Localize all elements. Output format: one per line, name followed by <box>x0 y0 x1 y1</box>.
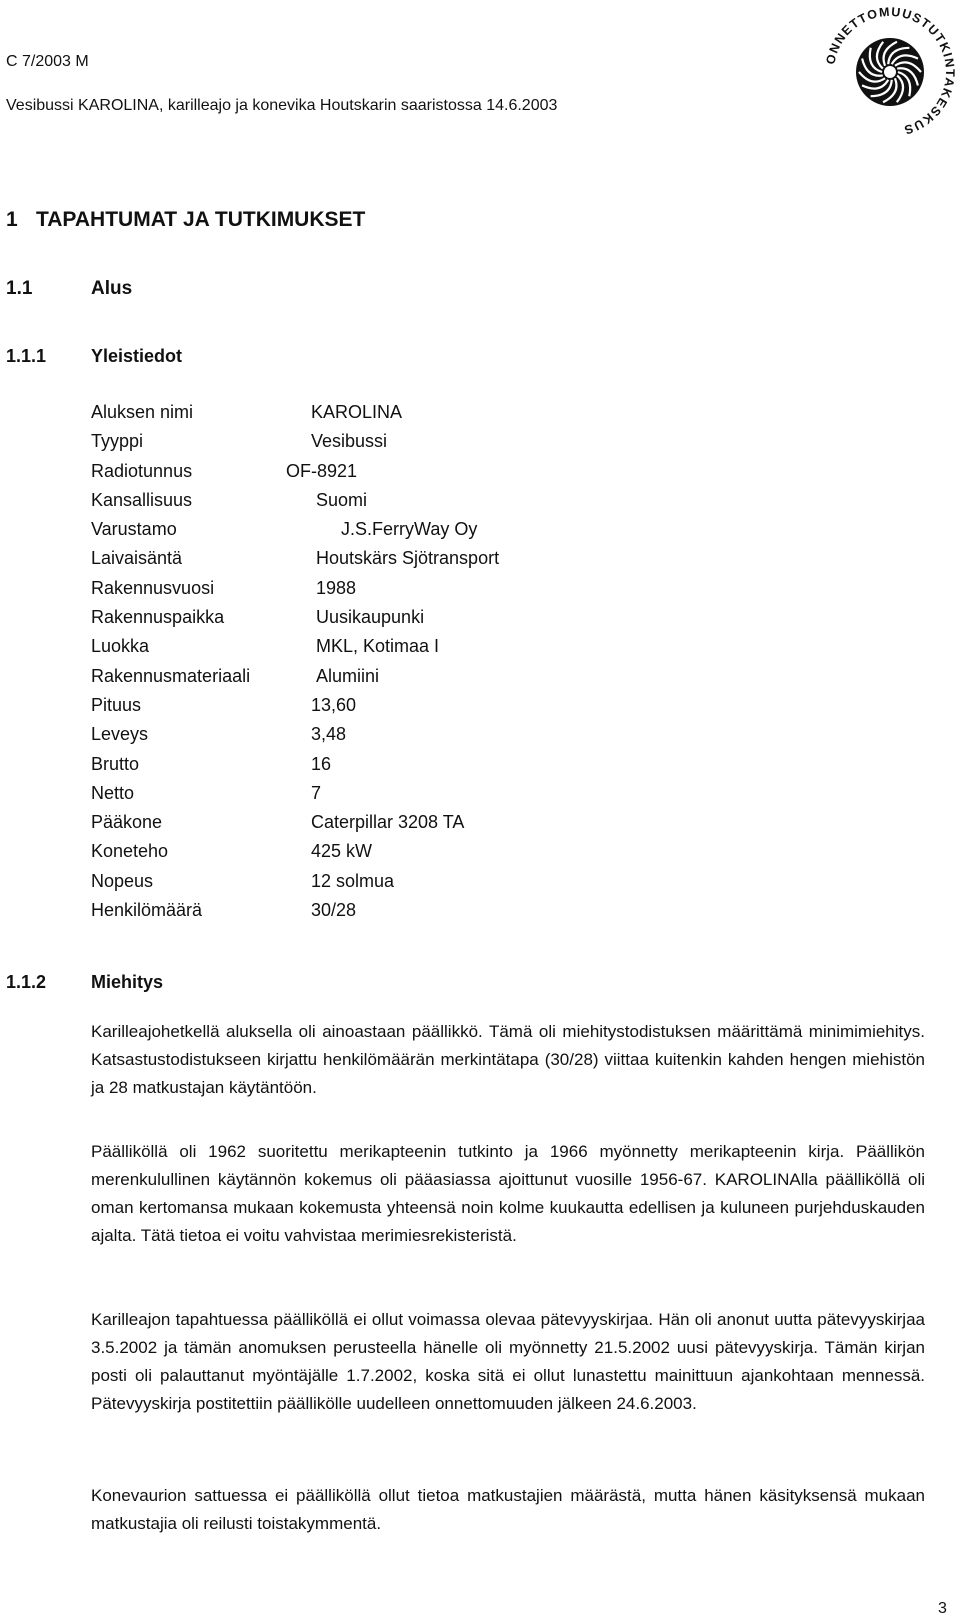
spec-value: Uusikaupunki <box>316 607 425 628</box>
spec-row <box>91 662 380 691</box>
spec-row <box>91 603 425 632</box>
paragraph-passengers: Konevaurion sattuessa ei päälliköllä ollut tietoa matkustajien määrästä, mutta hänen käsityksensä mukaan matkustajia oli reilusti toistakymmentä. <box>91 1486 925 1533</box>
spec-row <box>91 720 347 749</box>
spec-label: Varustamo <box>91 519 177 540</box>
spec-label: Pituus <box>91 694 142 715</box>
header-report-id: C 7/2003 M <box>6 53 89 70</box>
spec-value: J.S.FerryWay Oy <box>341 519 478 540</box>
spec-value: Alumiini <box>316 665 380 686</box>
page-number: 3 <box>938 1600 947 1617</box>
spec-row <box>91 398 403 427</box>
spec-row <box>91 515 478 544</box>
spec-value: 7 <box>311 782 322 803</box>
spec-label: Pääkone <box>91 812 163 833</box>
spec-row <box>91 867 395 896</box>
spec-label: Brutto <box>91 753 140 774</box>
spec-label: Kansallisuus <box>91 489 193 510</box>
spec-value: Houtskärs Sjötransport <box>316 548 500 569</box>
spec-row <box>91 544 500 573</box>
spec-label: Rakennusmateriaali <box>91 665 251 686</box>
section-heading-1-1: 1.1 Alus <box>6 278 133 299</box>
spec-value: 16 <box>311 753 332 774</box>
spec-value: Vesibussi <box>311 431 388 452</box>
spec-row <box>91 808 465 837</box>
section-heading-1: 1 TAPAHTUMAT JA TUTKIMUKSET <box>6 208 366 231</box>
spec-value: OF-8921 <box>286 460 358 481</box>
paragraph-manning: Karilleajohetkellä aluksella oli ainoastaan päällikkö. Tämä oli miehitystodistuksen määrittämä minimimiehitys. Katsastustodistukseen kirjattu henkilömäärän merkintätapa (30/28) viittaa kuitenkin kahden hengen miehistön ja 28 matkustajan käytäntöön. <box>91 1022 925 1097</box>
spec-label: Tyyppi <box>91 431 144 452</box>
paragraph-master-qualification: Päälliköllä oli 1962 suoritettu merikapteenin tutkinto ja 1966 myönnetty merikapteenin kirja. Päällikön merenkulullinen käytännön kokemus oli pääasiassa ajoittunut vuosille 1956-67. KAROLINAlla päälliköllä oli oman kertomansa mukaan kokemusta yhteensä noin kolme kuukautta edellisen ja kuluneen purjehduskauden ajalta. Tätä tietoa ei voitu vahvistaa merimiesrekisteristä. <box>91 1142 925 1245</box>
agency-logo <box>820 2 960 142</box>
spec-row <box>91 632 440 661</box>
spec-value: MKL, Kotimaa I <box>316 636 440 657</box>
spec-label: Rakennusvuosi <box>91 577 215 598</box>
spec-row <box>91 691 357 720</box>
spec-value: 425 kW <box>311 841 373 862</box>
svg-text:ONNETTOMUUSTUTKINTAKESKUS: ONNETTOMUUSTUTKINTAKESKUS <box>823 4 958 138</box>
spec-row <box>91 427 388 456</box>
spec-label: Laivaisäntä <box>91 548 183 569</box>
spec-label: Luokka <box>91 636 150 657</box>
spec-row <box>91 779 322 808</box>
spec-value: Caterpillar 3208 TA <box>311 812 465 833</box>
section-heading-1-1-2: 1.1.2 Miehitys <box>6 972 164 992</box>
spec-label: Radiotunnus <box>91 460 193 481</box>
spec-value: 3,48 <box>311 724 347 745</box>
spec-label: Rakennuspaikka <box>91 607 225 628</box>
spec-value: Suomi <box>316 489 368 510</box>
spec-label: Henkilömäärä <box>91 900 203 921</box>
spec-value: 1988 <box>316 577 357 598</box>
spec-row <box>91 750 332 779</box>
spec-row <box>91 457 358 486</box>
vessel-spec-list <box>91 398 500 925</box>
spec-label: Koneteho <box>91 841 169 862</box>
spec-row <box>91 486 368 515</box>
section-heading-1-1-1: 1.1.1 Yleistiedot <box>6 346 183 366</box>
spec-label: Leveys <box>91 724 149 745</box>
spec-value: 13,60 <box>311 694 357 715</box>
header-report-title: Vesibussi KAROLINA, karilleajo ja konevika Houtskarin saaristossa 14.6.2003 <box>6 97 558 114</box>
spec-value: 30/28 <box>311 900 357 921</box>
spec-label: Nopeus <box>91 870 154 891</box>
spec-row <box>91 896 357 925</box>
spec-row <box>91 574 357 603</box>
spec-value: 12 solmua <box>311 870 395 891</box>
paragraph-certificate: Karilleajon tapahtuessa päälliköllä ei ollut voimassa olevaa pätevyyskirjaa. Hän oli anonut uutta pätevyyskirjaa 3.5.2002 ja tämän anomuksen perusteella hänelle oli myönnetty 21.5.2002 uusi pätevyyskirja. Tämän kirjan posti oli palauttanut myöntäjälle 1.7.2002, koska sitä ei ollut lunastettu mainittuun ajankohtaan mennessä. Pätevyyskirja postitettiin päällikölle uudelleen onnettomuuden jälkeen 24.6.2003. <box>91 1310 925 1413</box>
spec-row <box>91 837 373 866</box>
spec-value: KAROLINA <box>311 402 403 422</box>
spec-label: Netto <box>91 782 135 803</box>
spec-label: Aluksen nimi <box>91 402 194 422</box>
